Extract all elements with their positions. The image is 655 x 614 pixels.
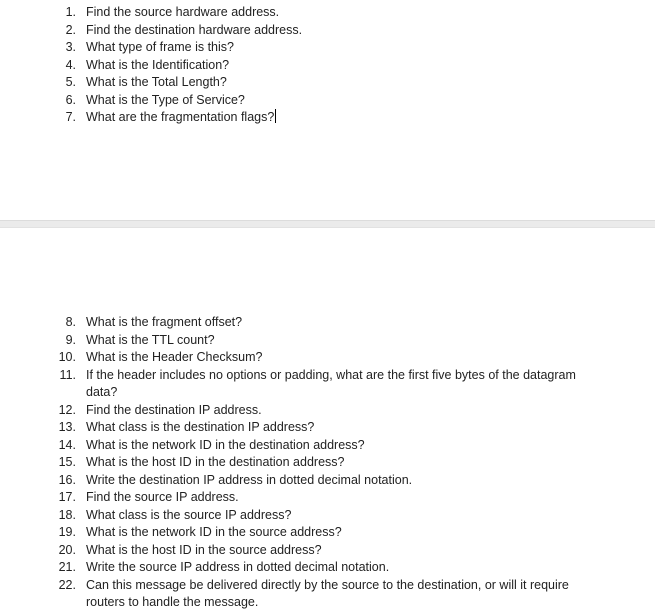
question-item[interactable] [0, 437, 655, 455]
question-number: 2. [65, 22, 76, 37]
question-text: What is the fragment offset? [86, 315, 243, 329]
question-item[interactable] [0, 39, 655, 57]
question-number: 1. [65, 5, 76, 19]
question-text: Find the source IP address. [86, 490, 239, 504]
question-item[interactable] [0, 577, 655, 612]
question-number: 5. [65, 75, 76, 89]
question-number: 10. [58, 350, 76, 364]
question-number: 18. [58, 507, 76, 522]
question-item[interactable] [0, 332, 655, 350]
question-text: Write the source IP address in dotted decimal notation. [86, 560, 390, 574]
question-item[interactable] [0, 109, 655, 127]
question-number: 14. [58, 437, 76, 452]
document-page-2[interactable] [0, 228, 655, 614]
question-number: 4. [65, 57, 76, 72]
question-item[interactable] [0, 472, 655, 490]
question-item[interactable] [0, 367, 655, 402]
question-item[interactable] [0, 419, 655, 437]
question-text: What is the Identification? [86, 57, 230, 72]
question-text: If the header includes no options or padding, what are the first five bytes of the datagram data? [86, 367, 576, 399]
question-number: 16. [58, 472, 76, 487]
question-item[interactable] [0, 74, 655, 92]
question-text: Find the source hardware address. [86, 5, 280, 19]
question-number: 15. [58, 455, 76, 469]
question-text: What is the Total Length? [86, 75, 227, 89]
question-number: 7. [65, 110, 76, 124]
question-text: What is the network ID in the destination address? [86, 437, 365, 452]
question-number: 8. [65, 315, 76, 329]
question-text: What is the host ID in the destination address? [86, 455, 345, 469]
text-cursor [275, 109, 276, 123]
document-page-1[interactable] [0, 0, 655, 220]
question-item[interactable] [0, 57, 655, 75]
question-number: 22. [58, 577, 76, 592]
question-number: 13. [58, 420, 76, 434]
question-text: What is the network ID in the source address? [86, 525, 342, 539]
question-number: 6. [65, 92, 76, 107]
question-number: 19. [58, 525, 76, 539]
question-item[interactable] [0, 314, 655, 332]
question-text: What class is the source IP address? [86, 507, 292, 522]
question-number: 20. [58, 542, 76, 557]
question-number: 9. [65, 332, 76, 347]
question-text: What is the host ID in the source address? [86, 542, 322, 557]
question-item[interactable] [0, 559, 655, 577]
question-text: What is the Type of Service? [86, 92, 245, 107]
question-text: What are the fragmentation flags? [86, 110, 275, 124]
question-item[interactable] [0, 4, 655, 22]
page-break [0, 220, 655, 228]
question-number: 21. [58, 560, 76, 574]
question-text: Write the destination IP address in dotted decimal notation. [86, 472, 413, 487]
question-text: What type of frame is this? [86, 40, 234, 54]
question-text: Find the destination hardware address. [86, 22, 303, 37]
question-item[interactable] [0, 507, 655, 525]
question-item[interactable] [0, 349, 655, 367]
question-text: Can this message be delivered directly by the source to the destination, or will it require routers to handle the message. [86, 577, 569, 609]
question-text: What class is the destination IP address? [86, 420, 315, 434]
question-item[interactable] [0, 92, 655, 110]
question-number: 17. [58, 490, 76, 504]
question-item[interactable] [0, 22, 655, 40]
question-item[interactable] [0, 489, 655, 507]
question-number: 11. [59, 367, 76, 382]
question-item[interactable] [0, 454, 655, 472]
question-item[interactable] [0, 542, 655, 560]
question-item[interactable] [0, 402, 655, 420]
question-list-page-2 [0, 314, 655, 612]
question-item[interactable] [0, 524, 655, 542]
question-number: 12. [58, 402, 76, 417]
question-text: What is the TTL count? [86, 332, 215, 347]
question-text: What is the Header Checksum? [86, 350, 263, 364]
question-text: Find the destination IP address. [86, 402, 262, 417]
question-list-page-1 [0, 4, 655, 127]
question-number: 3. [65, 40, 76, 54]
